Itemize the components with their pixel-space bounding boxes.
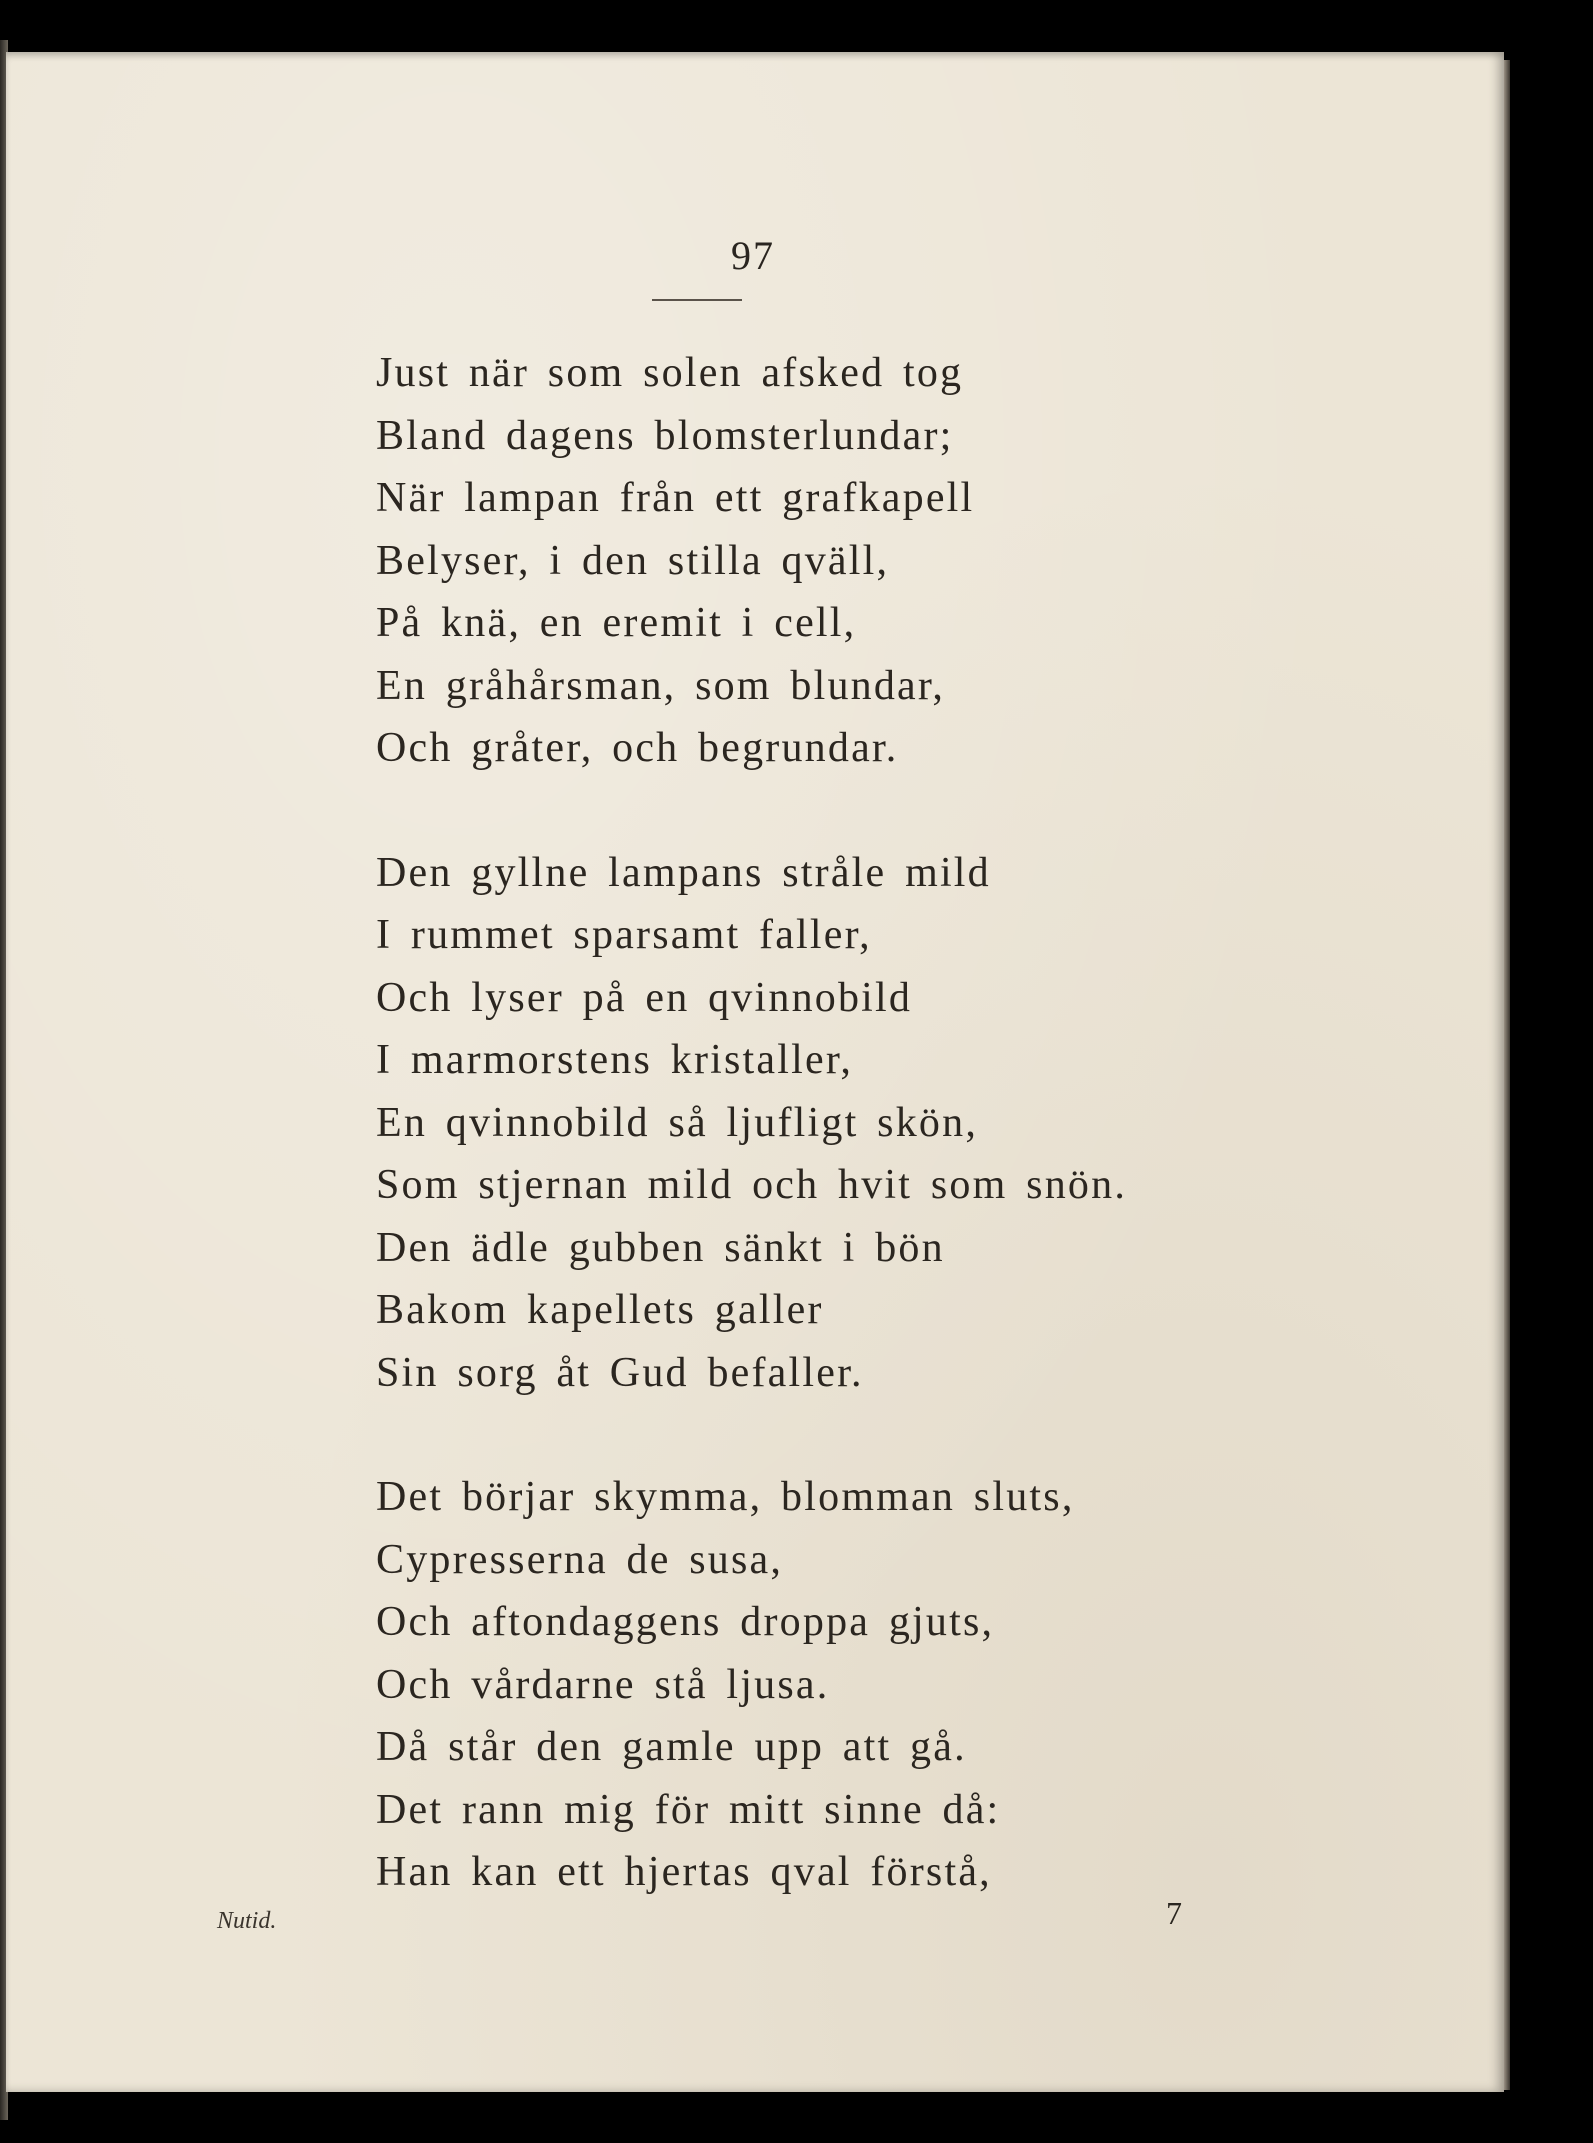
page-number: 97	[731, 233, 775, 278]
poem-line: När lampan från ett grafkapell	[376, 475, 975, 521]
poem-line: I rummet sparsamt faller,	[376, 912, 872, 958]
poem-line: Bland dagens blomsterlundar;	[376, 412, 954, 459]
poem-line: Den gyllne lampans stråle mild	[376, 849, 991, 896]
page-edge-shadow	[1504, 60, 1510, 2090]
stanza	[376, 842, 1456, 1405]
poem-text	[376, 342, 1456, 1904]
poem-line: Då står den gamle upp att gå.	[376, 1724, 967, 1770]
page-sheet	[6, 52, 1504, 2092]
stanza	[376, 342, 1456, 780]
poem-line: Det rann mig för mitt sinne då:	[376, 1786, 1001, 1833]
signature-mark: Nutid.	[217, 1908, 277, 1934]
poem-line: Just när som solen afsked tog	[376, 350, 964, 396]
poem-line: Den ädle gubben sänkt i bön	[376, 1224, 945, 1271]
poem-line: En qvinnobild så ljufligt skön,	[376, 1099, 979, 1146]
poem-line: Cypresserna de susa,	[376, 1536, 784, 1583]
poem-line: Han kan ett hjertas qval förstå,	[376, 1849, 992, 1895]
poem-line: I marmorstens kristaller,	[376, 1037, 854, 1083]
poem-line: På knä, en eremit i cell,	[376, 600, 857, 646]
poem-line: Belyser, i den stilla qväll,	[376, 537, 890, 584]
poem-line: Och aftondaggens droppa gjuts,	[376, 1599, 995, 1645]
poem-line: Och lyser på en qvinnobild	[376, 974, 913, 1021]
poem-line: Som stjernan mild och hvit som snön.	[376, 1162, 1128, 1208]
poem-line: Bakom kapellets galler	[376, 1287, 824, 1333]
page-number-rule	[652, 299, 742, 301]
poem-line: En gråhårsman, som blundar,	[376, 662, 946, 709]
stanza	[376, 1466, 1456, 1904]
poem-line: Det börjar skymma, blomman sluts,	[376, 1474, 1075, 1520]
poem-line: Sin sorg åt Gud befaller.	[376, 1349, 864, 1396]
poem-line: Och gråter, och begrundar.	[376, 725, 899, 771]
poem-line: Och vårdarne stå ljusa.	[376, 1661, 830, 1708]
sheet-number: 7	[1166, 1895, 1182, 1931]
